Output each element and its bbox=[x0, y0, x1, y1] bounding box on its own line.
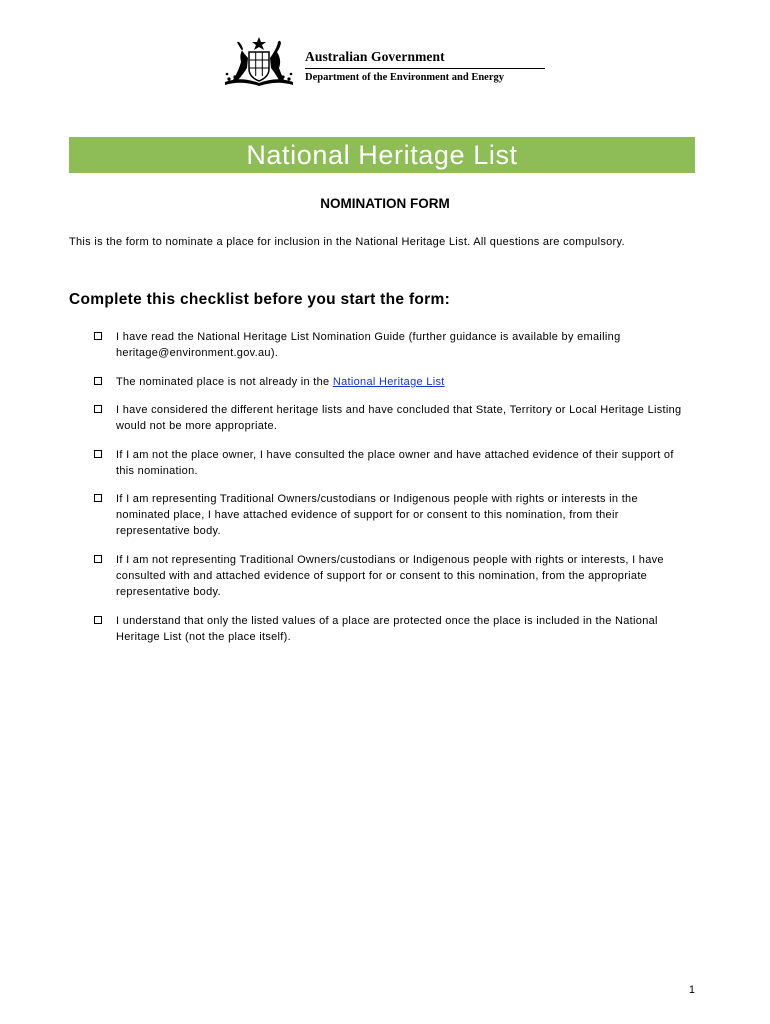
intro-paragraph: This is the form to nominate a place for inclusion in the National Heritage List. All questions are compulsory. bbox=[69, 236, 625, 248]
header-divider bbox=[305, 68, 545, 69]
checklist-item-text: If I am representing Traditional Owners/custodians or Indigenous people with rights or interests in the nominated place, I have attached evidence of support for or consent to this nomination, from their representative body. bbox=[116, 493, 638, 537]
checkbox[interactable] bbox=[94, 616, 102, 624]
checkbox[interactable] bbox=[94, 377, 102, 385]
department-name: Department of the Environment and Energy bbox=[305, 72, 505, 83]
government-header bbox=[221, 36, 551, 88]
title-banner bbox=[69, 137, 695, 173]
page-title: National Heritage List bbox=[246, 140, 518, 170]
checklist-heading: Complete this checklist before you start the form: bbox=[69, 291, 451, 308]
national-heritage-list-link[interactable]: National Heritage List bbox=[332, 376, 445, 388]
checkbox[interactable] bbox=[94, 450, 102, 458]
checkbox[interactable] bbox=[94, 555, 102, 563]
checklist-item-text: I have read the National Heritage List Nomination Guide (further guidance is available by emailing heritage@environment.gov.au). bbox=[116, 331, 621, 359]
page-number: 1 bbox=[688, 984, 695, 996]
checklist-item-text bbox=[116, 374, 694, 390]
form-heading: NOMINATION FORM bbox=[320, 196, 450, 211]
coat-of-arms-icon bbox=[221, 36, 297, 88]
checklist-item-text: If I am not representing Traditional Owners/custodians or Indigenous people with rights or interests, I have consulted with and attached evidence of support for or consent to this nomination, from the appropriate representative body. bbox=[116, 554, 664, 598]
checklist-item-text: I understand that only the listed values of a place are protected once the place is included in the National Heritage List (not the place itself). bbox=[116, 615, 658, 643]
checkbox[interactable] bbox=[94, 405, 102, 413]
checklist-item-text-before-link: The nominated place is not already in the bbox=[116, 376, 333, 388]
checkbox[interactable] bbox=[94, 494, 102, 502]
checklist-item-text: If I am not the place owner, I have consulted the place owner and have attached evidence of their support of this nomination. bbox=[116, 449, 674, 477]
checkbox[interactable] bbox=[94, 332, 102, 340]
checklist-item-text: I have considered the different heritage lists and have concluded that State, Territory or Local Heritage Listing would not be more appropriate. bbox=[116, 404, 682, 432]
government-name: Australian Government bbox=[305, 49, 445, 64]
